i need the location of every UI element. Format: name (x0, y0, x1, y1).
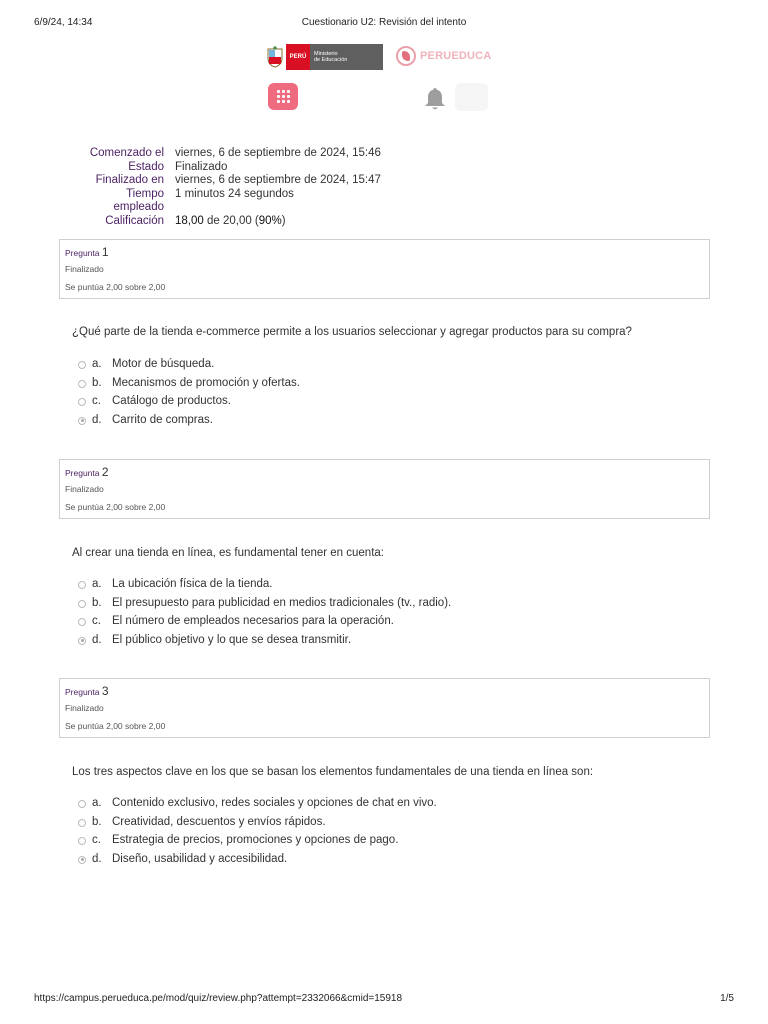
started-label: Comenzado el (89, 147, 164, 159)
finished-value: viernes, 6 de septiembre de 2024, 15:47 (175, 174, 381, 187)
question-number-value: 2 (101, 465, 109, 479)
print-footer (34, 993, 734, 1007)
radio-button[interactable] (78, 837, 86, 845)
answer-text: Mecanismos de promoción y ofertas. (112, 376, 300, 389)
print-page-title: Cuestionario U2: Revisión del intento (301, 17, 467, 28)
site-logos (264, 44, 494, 72)
bell-icon (423, 86, 447, 112)
answer-text: Creatividad, descuentos y envíos rápidos. (112, 815, 326, 828)
attempt-summary (60, 147, 700, 228)
question-grade: Se puntúa 2,00 sobre 2,00 (65, 502, 166, 512)
answer-text: El número de empleados necesarios para la operación. (112, 615, 394, 627)
print-header (34, 17, 734, 31)
answer-text: Diseño, usabilidad y accesibilidad. (112, 852, 288, 865)
answer-letter: c. (92, 395, 101, 407)
answer-text: Carrito de compras. (112, 413, 213, 426)
ministry-line-1: Ministerio (314, 51, 338, 57)
peru-label: PERÚ (286, 44, 310, 70)
finished-label: Finalizado en (95, 174, 164, 187)
answer-letter: c. (92, 615, 101, 627)
grade-value (175, 215, 286, 227)
apps-menu-button[interactable] (268, 83, 298, 110)
radio-button-checked[interactable] (78, 637, 86, 645)
question-number (65, 245, 109, 259)
question-grade: Se puntúa 2,00 sobre 2,00 (65, 282, 166, 292)
grade-score: 18,00 (175, 214, 204, 227)
answer-letter: d. (92, 633, 102, 646)
question-info-box (59, 678, 710, 738)
question-number-value: 1 (101, 245, 109, 259)
answer-letter: a. (92, 358, 102, 370)
radio-button[interactable] (78, 600, 86, 608)
question-number (65, 684, 109, 698)
question-info-box (59, 459, 710, 519)
radio-button[interactable] (78, 618, 86, 626)
answer-letter: d. (92, 852, 102, 865)
summary-row-time (60, 188, 700, 215)
answer-text: El público objetivo y lo que se desea transmitir. (112, 633, 352, 646)
print-datetime: 6/9/24, 14:34 (34, 17, 93, 28)
answer-letter: a. (92, 578, 102, 590)
notifications-button[interactable] (423, 86, 447, 112)
question-text: Al crear una tienda en línea, es fundamental tener en cuenta: (72, 547, 384, 559)
question-number-value: 3 (101, 684, 109, 698)
question-number (65, 465, 109, 479)
answer-text: Estrategia de precios, promociones y opciones de pago. (112, 834, 399, 846)
time-value: 1 minutos 24 segundos (175, 187, 294, 200)
user-menu-button[interactable] (455, 83, 488, 111)
radio-button-checked[interactable] (78, 417, 86, 425)
summary-row-grade (60, 215, 700, 229)
answer-text: Catálogo de productos. (112, 395, 231, 407)
minedu-logo[interactable] (264, 44, 383, 70)
question-text: Los tres aspectos clave en los que se basan los elementos fundamentales de una tienda en línea son: (72, 766, 594, 778)
print-url: https://campus.perueduca.pe/mod/quiz/review.php?attempt=2332066&cmid=15918 (34, 993, 403, 1004)
time-label-line-1: Tiempo (126, 187, 164, 200)
radio-button[interactable] (78, 819, 86, 827)
grade-of: de 20,00 ( (203, 214, 259, 227)
answer-letter: b. (92, 596, 102, 609)
question-state: Finalizado (65, 484, 104, 494)
answer-text: Contenido exclusivo, redes sociales y opciones de chat en vivo. (112, 797, 437, 809)
question-state: Finalizado (65, 264, 104, 274)
time-label-line-2: empleado (113, 201, 164, 214)
answer-letter: a. (92, 797, 102, 809)
radio-button[interactable] (78, 800, 86, 808)
summary-row-state (60, 161, 700, 175)
perueduca-mark-icon (396, 46, 416, 66)
radio-button[interactable] (78, 581, 86, 589)
question-prefix: Pregunta (65, 468, 100, 478)
started-value: viernes, 6 de septiembre de 2024, 15:46 (175, 147, 381, 159)
time-label (54, 188, 164, 215)
perueduca-logo[interactable] (396, 46, 491, 66)
radio-button[interactable] (78, 398, 86, 406)
summary-row-finished (60, 174, 700, 188)
state-value: Finalizado (175, 160, 228, 173)
radio-button[interactable] (78, 380, 86, 388)
answer-letter: b. (92, 815, 102, 828)
perueduca-label: PERUEDUCA (420, 50, 492, 62)
state-label: Estado (128, 160, 164, 173)
answer-text: El presupuesto para publicidad en medios tradicionales (tv., radio). (112, 596, 452, 609)
summary-row-started (60, 147, 700, 161)
question-prefix: Pregunta (65, 248, 100, 258)
answer-letter: d. (92, 413, 102, 426)
answer-text: Motor de búsqueda. (112, 358, 215, 370)
answer-text: La ubicación física de la tienda. (112, 578, 273, 590)
grade-label: Calificación (105, 214, 164, 227)
ministry-line-2: de Educación (314, 57, 348, 63)
question-info-box (59, 239, 710, 299)
question-grade: Se puntúa 2,00 sobre 2,00 (65, 721, 166, 731)
question-text: ¿Qué parte de la tienda e-commerce permite a los usuarios seleccionar y agregar productos para su compra? (72, 326, 632, 338)
answer-letter: b. (92, 376, 102, 389)
answer-letter: c. (92, 834, 101, 846)
radio-button-checked[interactable] (78, 856, 86, 864)
radio-button[interactable] (78, 361, 86, 369)
peru-shield-icon (264, 44, 286, 70)
grade-close: ) (281, 214, 286, 227)
ministry-name (310, 44, 383, 70)
print-page-number: 1/5 (720, 993, 734, 1004)
grade-percent: 90% (258, 214, 282, 227)
question-state: Finalizado (65, 703, 104, 713)
question-prefix: Pregunta (65, 687, 100, 697)
